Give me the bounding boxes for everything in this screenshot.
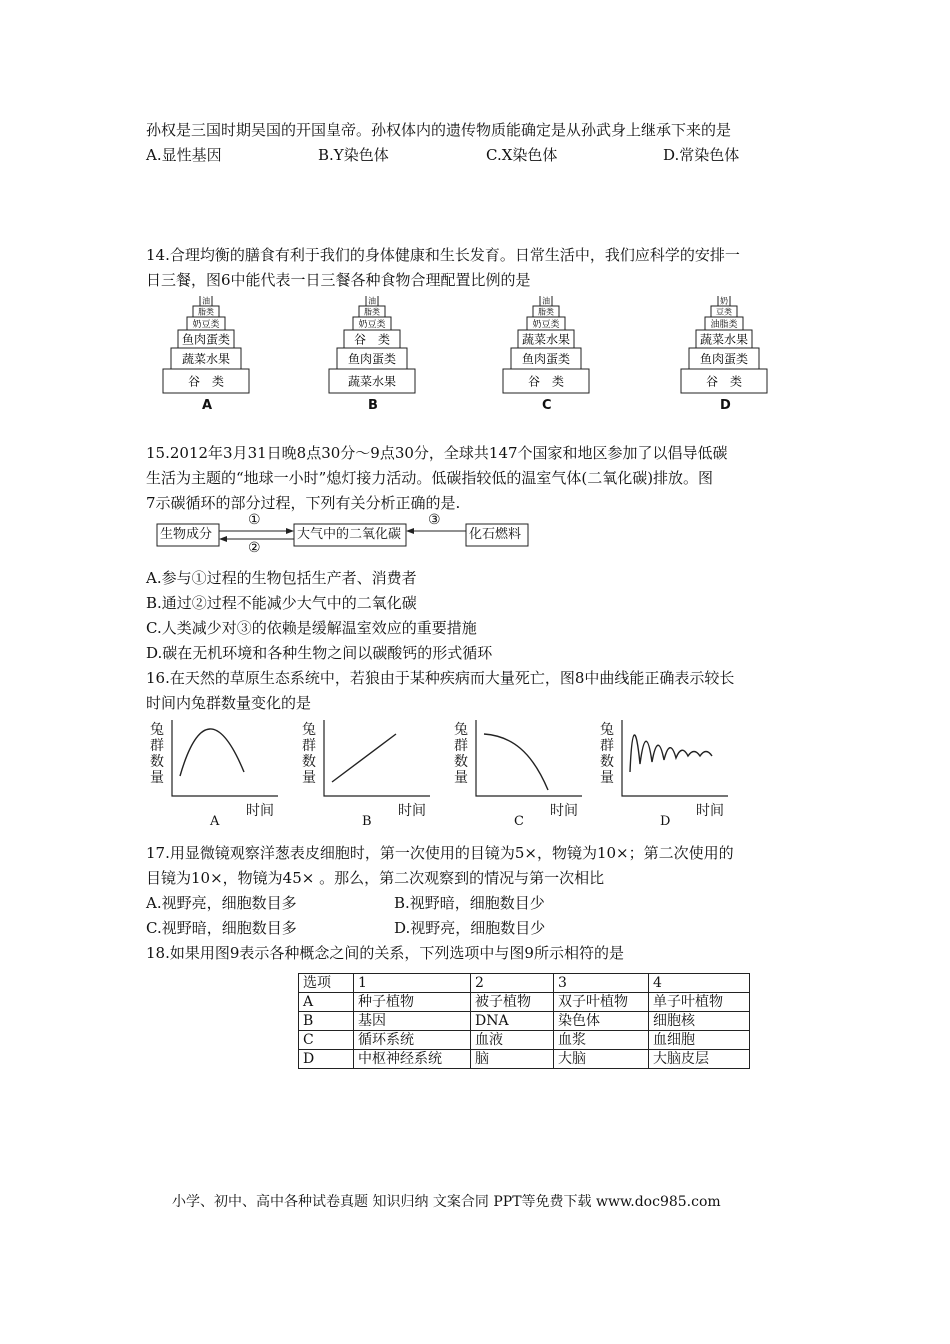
pyramid-layer-label: 谷 类 <box>527 374 565 389</box>
table-cell: 种子植物 <box>354 993 471 1012</box>
table-cell: 大脑 <box>554 1050 649 1069</box>
population-curve <box>630 735 712 772</box>
table-header-cell: 3 <box>554 974 649 993</box>
pyramid-layer-label: 谷 类 <box>353 332 391 347</box>
graph-xlabel: 时间 <box>246 803 274 819</box>
table-header-row <box>299 974 750 993</box>
pyramid-layer-label: 鱼肉蛋类 <box>347 352 397 367</box>
q17-option-c: C.视野暗，细胞数目多 <box>146 919 297 937</box>
food-pyramid-label: D <box>720 398 731 413</box>
table-cell: DNA <box>471 1012 554 1031</box>
q14-stem-line2: 日三餐，图6中能代表一日三餐各种食物合理配置比例的是 <box>146 271 531 289</box>
table-row <box>299 1012 750 1031</box>
pyramid-layer-label: 奶 <box>720 296 728 306</box>
table-cell: 单子叶植物 <box>649 993 750 1012</box>
table-cell: 大脑皮层 <box>649 1050 750 1069</box>
process-1-marker: ① <box>248 512 261 528</box>
table-cell: C <box>299 1031 354 1050</box>
table-cell: 细胞核 <box>649 1012 750 1031</box>
pyramid-layer-label: 谷 类 <box>187 374 225 389</box>
table-row <box>299 1050 750 1069</box>
q13-option-b: B.Y染色体 <box>318 146 389 164</box>
table-cell: B <box>299 1012 354 1031</box>
q18-options-table <box>298 973 750 1069</box>
process-2-marker: ② <box>248 540 261 556</box>
pyramid-layer-label: 蔬菜水果 <box>347 374 397 389</box>
pyramid-layer-label: 蔬菜水果 <box>181 352 231 367</box>
q15-option-d: D.碳在无机环境和各种生物之间以碳酸钙的形式循环 <box>146 644 493 662</box>
box-atmosphere-label: 大气中的二氧化碳 <box>297 527 402 542</box>
carbon-cycle-diagram <box>156 514 536 554</box>
pyramid-layer-label: 蔬菜水果 <box>699 332 749 347</box>
pyramid-layer-label: 鱼肉蛋类 <box>521 352 571 367</box>
q15-stem-line3: 7示碳循环的部分过程，下列有关分析正确的是. <box>146 494 461 512</box>
process-3-marker: ③ <box>428 512 441 528</box>
food-pyramid-c <box>502 296 590 394</box>
pyramid-layer-label: 豆类 <box>716 307 732 317</box>
pyramid-layer-label: 油 <box>202 296 210 306</box>
graph-axes <box>172 720 278 796</box>
graph-option-label: D <box>660 814 671 829</box>
pyramid-layer-label: 油脂类 <box>710 319 738 330</box>
q13-option-a: A.显性基因 <box>146 146 222 164</box>
q16-stem-line2: 时间内兔群数量变化的是 <box>146 694 312 712</box>
table-header-cell: 4 <box>649 974 750 993</box>
table-cell: 血浆 <box>554 1031 649 1050</box>
food-pyramid-label: C <box>542 398 552 413</box>
pyramid-layer-label: 鱼肉蛋类 <box>181 332 231 347</box>
table-cell: 基因 <box>354 1012 471 1031</box>
population-curve <box>484 734 548 790</box>
graph-option-label: B <box>362 814 372 829</box>
q13-stem: 孙权是三国时期吴国的开国皇帝。孙权体内的遗传物质能确定是从孙武身上继承下来的是 <box>146 121 732 139</box>
population-curve <box>180 729 244 776</box>
q13-option-d: D.常染色体 <box>663 146 740 164</box>
q13-option-c: C.X染色体 <box>486 146 558 164</box>
food-pyramid-label: B <box>368 398 378 413</box>
pyramid-layer-label: 鱼肉蛋类 <box>699 352 749 367</box>
table-cell: 循环系统 <box>354 1031 471 1050</box>
q17-option-d: D.视野亮，细胞数目少 <box>394 919 546 937</box>
table-header-cell: 1 <box>354 974 471 993</box>
pyramid-layer-label: 谷 类 <box>705 374 743 389</box>
table-cell: 血液 <box>471 1031 554 1050</box>
q15-stem-line2: 生活为主题的“地球一小时”熄灯接力活动。低碳指较低的温室气体(二氧化碳)排放。图 <box>146 469 714 487</box>
table-cell: D <box>299 1050 354 1069</box>
population-graph-d <box>598 714 733 829</box>
graph-ylabel: 兔群数量 <box>454 722 468 786</box>
q15-option-a: A.参与①过程的生物包括生产者、消费者 <box>146 569 417 587</box>
table-cell: 染色体 <box>554 1012 649 1031</box>
graph-ylabel: 兔群数量 <box>302 722 316 786</box>
q18-stem: 18.如果用图9表示各种概念之间的关系，下列选项中与图9所示相符的是 <box>146 944 624 962</box>
q17-option-a: A.视野亮，细胞数目多 <box>146 894 297 912</box>
pyramid-layer-label: 蔬菜水果 <box>521 332 571 347</box>
food-pyramid-b <box>328 296 416 394</box>
table-header-cell: 选项 <box>299 974 354 993</box>
page-footer: 小学、初中、高中各种试卷真题 知识归纳 文案合同 PPT等免费下载 www.doc985.com <box>172 1194 721 1210</box>
q15-option-b: B.通过②过程不能减少大气中的二氧化碳 <box>146 594 417 612</box>
pyramid-layer-label: 脂类 <box>538 307 554 317</box>
pyramid-layer-label: 油 <box>368 296 376 306</box>
box-biological-label: 生物成分 <box>160 527 213 542</box>
table-cell: 血细胞 <box>649 1031 750 1050</box>
graph-ylabel: 兔群数量 <box>600 722 614 786</box>
graph-option-label: C <box>514 814 524 829</box>
population-curve <box>332 734 396 782</box>
pyramid-layer-label: 奶豆类 <box>192 319 220 330</box>
q15-stem-line1: 15.2012年3月31日晚8点30分～9点30分，全球共147个国家和地区参加了以倡导低碳 <box>146 444 728 462</box>
population-graph-b <box>300 714 435 829</box>
food-pyramid-d <box>680 296 768 394</box>
graph-xlabel: 时间 <box>398 803 426 819</box>
box-fossil-label: 化石燃料 <box>469 527 522 542</box>
graph-option-label: A <box>210 814 220 829</box>
graph-ylabel: 兔群数量 <box>150 722 164 786</box>
table-cell: 双子叶植物 <box>554 993 649 1012</box>
table-cell: 中枢神经系统 <box>354 1050 471 1069</box>
table-row <box>299 1031 750 1050</box>
graph-xlabel: 时间 <box>550 803 578 819</box>
graph-axes <box>324 720 430 796</box>
table-cell: 脑 <box>471 1050 554 1069</box>
table-header-cell: 2 <box>471 974 554 993</box>
q17-stem-line1: 17.用显微镜观察洋葱表皮细胞时，第一次使用的目镜为5×，物镜为10×；第二次使用的 <box>146 844 734 862</box>
table-row <box>299 993 750 1012</box>
table-cell: 被子植物 <box>471 993 554 1012</box>
graph-xlabel: 时间 <box>696 803 724 819</box>
q14-stem-line1: 14.合理均衡的膳食有利于我们的身体健康和生长发育。日常生活中，我们应科学的安排一 <box>146 246 740 264</box>
food-pyramid-label: A <box>202 398 213 413</box>
q15-option-c: C.人类减少对③的依赖是缓解温室效应的重要措施 <box>146 619 477 637</box>
population-graph-c <box>452 714 587 829</box>
pyramid-layer-label: 奶豆类 <box>358 319 386 330</box>
graph-axes <box>622 720 728 796</box>
pyramid-layer-label: 脂类 <box>364 307 380 317</box>
pyramid-layer-label: 油 <box>542 296 550 306</box>
q17-option-b: B.视野暗，细胞数目少 <box>394 894 545 912</box>
q16-stem-line1: 16.在天然的草原生态系统中，若狼由于某种疾病而大量死亡，图8中曲线能正确表示较长 <box>146 669 735 687</box>
food-pyramid-a <box>162 296 250 394</box>
table-cell: A <box>299 993 354 1012</box>
pyramid-layer-label: 奶豆类 <box>532 319 560 330</box>
pyramid-layer-label: 脂类 <box>198 307 214 317</box>
q17-stem-line2: 目镜为10×，物镜为45× 。那么，第二次观察到的情况与第一次相比 <box>146 869 605 887</box>
population-graph-a <box>148 714 283 829</box>
